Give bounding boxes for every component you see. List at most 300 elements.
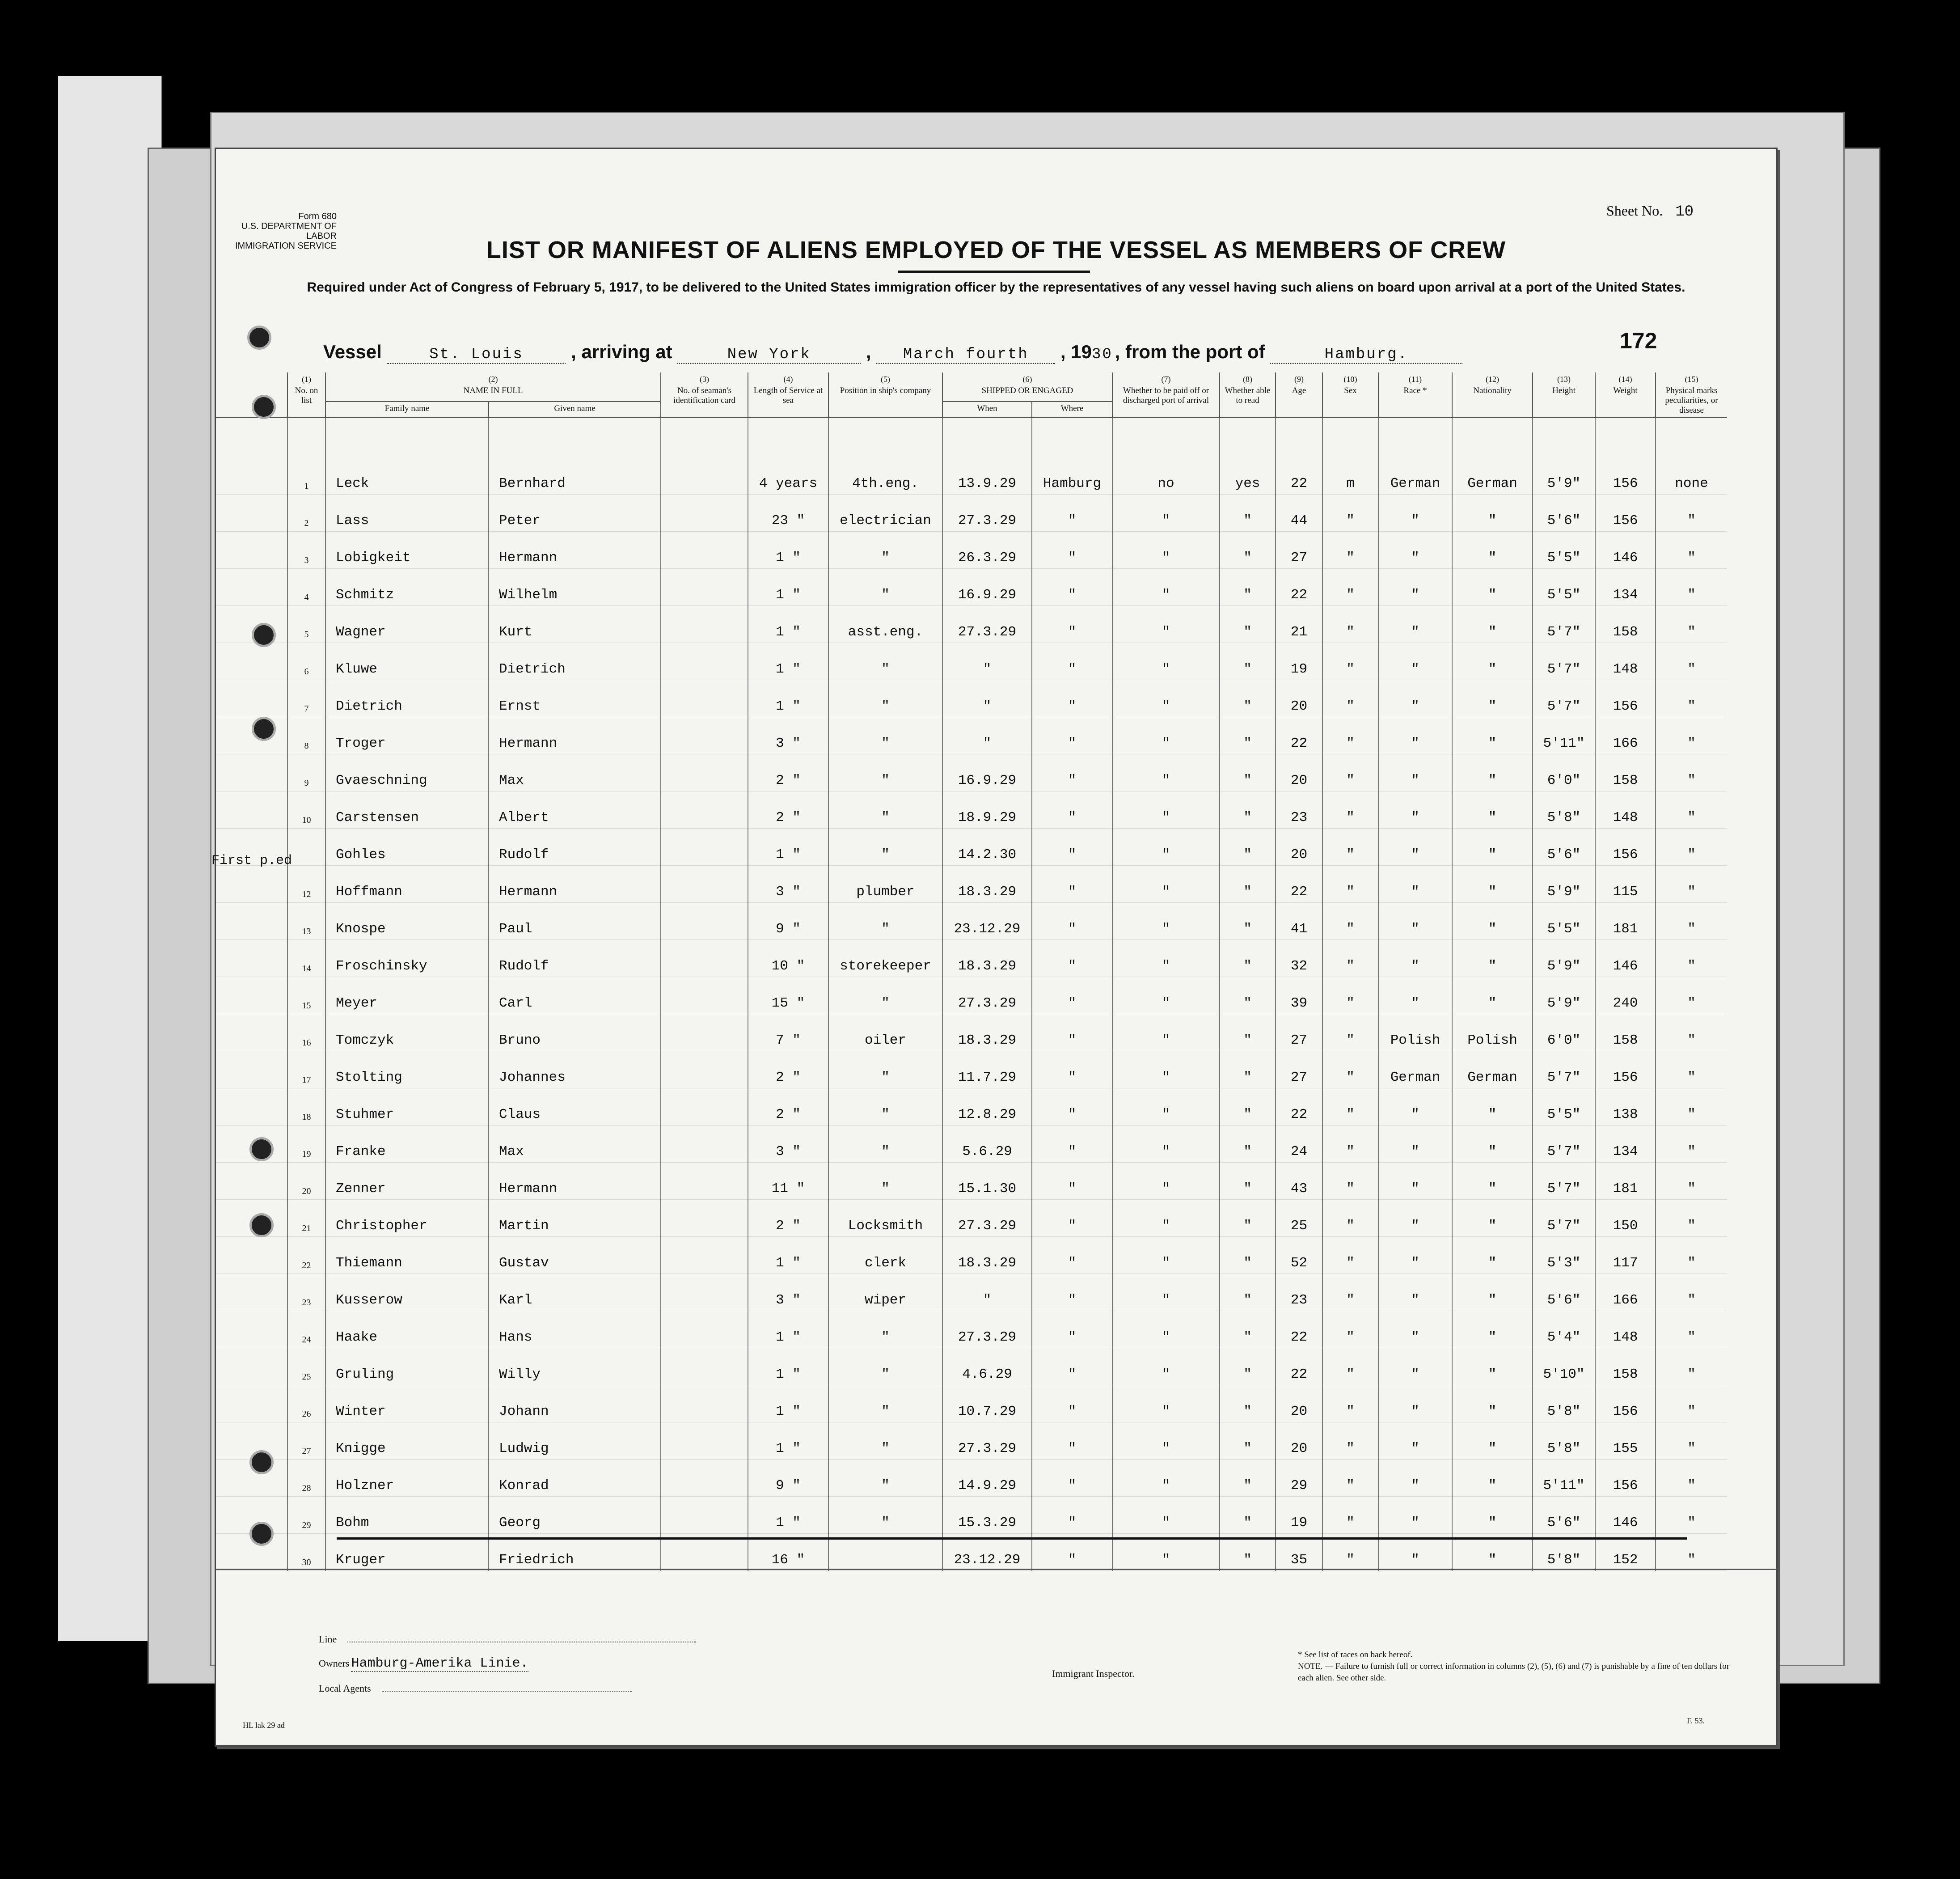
cell-position: " <box>828 1088 942 1126</box>
cell-physical-marks: " <box>1656 1385 1727 1422</box>
cell-age: 44 <box>1276 495 1322 532</box>
cell-id-card <box>661 903 748 940</box>
cell-shipped-when: 12.8.29 <box>942 1088 1032 1126</box>
cell-age: 23 <box>1276 791 1322 829</box>
cell-shipped-when: 11.7.29 <box>942 1051 1032 1088</box>
cell-physical-marks: " <box>1656 1126 1727 1163</box>
cell-age: 22 <box>1276 418 1322 495</box>
line-field <box>319 1634 696 1645</box>
cell-id-card <box>661 1348 748 1385</box>
cell-paid-off: " <box>1112 532 1220 569</box>
cell-shipped-when: " <box>942 1274 1032 1311</box>
cell-race: " <box>1378 569 1452 606</box>
cell-height: 5'7" <box>1533 1163 1595 1200</box>
cell-shipped-where: " <box>1032 1163 1112 1200</box>
punch-hole <box>252 395 276 419</box>
cell-shipped-where: " <box>1032 1126 1112 1163</box>
cell-row-number: 19 <box>287 1126 325 1163</box>
cell-shipped-where: " <box>1032 1088 1112 1126</box>
cell-race: " <box>1378 1274 1452 1311</box>
cell-physical-marks: " <box>1656 606 1727 643</box>
cell-shipped-where: " <box>1032 1051 1112 1088</box>
cell-shipped-where: " <box>1032 1311 1112 1348</box>
cell-position: " <box>828 643 942 680</box>
cell-nationality: " <box>1452 829 1533 866</box>
cell-id-card <box>661 1163 748 1200</box>
table-row <box>216 829 1727 866</box>
cell-height: 6'0" <box>1533 1014 1595 1051</box>
margin-cell <box>216 977 287 1014</box>
margin-column <box>216 372 287 418</box>
cell-height: 5'6" <box>1533 829 1595 866</box>
cell-able-to-read: " <box>1220 1163 1276 1200</box>
cell-position: " <box>828 1126 942 1163</box>
margin-cell <box>216 903 287 940</box>
cell-given-name: Hermann <box>489 866 661 903</box>
cell-weight: 156 <box>1595 495 1656 532</box>
table-row <box>216 1014 1727 1051</box>
cell-weight: 146 <box>1595 532 1656 569</box>
cell-family-name: Hoffmann <box>325 866 489 903</box>
table-row <box>216 1274 1727 1311</box>
cell-age: 41 <box>1276 903 1322 940</box>
cell-height: 5'7" <box>1533 1200 1595 1237</box>
cell-physical-marks: " <box>1656 1088 1727 1126</box>
cell-paid-off: " <box>1112 866 1220 903</box>
cell-id-card <box>661 495 748 532</box>
cell-nationality: " <box>1452 717 1533 754</box>
cell-given-name: Bernhard <box>489 418 661 495</box>
cell-shipped-where: " <box>1032 791 1112 829</box>
cell-shipped-when: " <box>942 717 1032 754</box>
cell-given-name: Claus <box>489 1088 661 1126</box>
table-row <box>216 1051 1727 1088</box>
cell-nationality: " <box>1452 866 1533 903</box>
cell-family-name: Tomczyk <box>325 1014 489 1051</box>
cell-race: " <box>1378 1088 1452 1126</box>
cell-paid-off: " <box>1112 903 1220 940</box>
cell-height: 5'11" <box>1533 1460 1595 1497</box>
cell-row-number: 1 <box>287 418 325 495</box>
cell-weight: 146 <box>1595 1497 1656 1534</box>
cell-shipped-when: " <box>942 643 1032 680</box>
cell-row-number: 17 <box>287 1051 325 1088</box>
cell-family-name: Holzner <box>325 1460 489 1497</box>
cell-given-name: Albert <box>489 791 661 829</box>
agents-field <box>319 1683 632 1694</box>
cell-nationality: German <box>1452 418 1533 495</box>
cell-shipped-where: " <box>1032 1460 1112 1497</box>
cell-row-number: 13 <box>287 903 325 940</box>
year-label: , 19 <box>1060 341 1092 362</box>
cell-able-to-read: " <box>1220 940 1276 977</box>
cell-sex: " <box>1322 1200 1378 1237</box>
table-row <box>216 418 1727 495</box>
cell-length-of-service: 11 " <box>748 1163 828 1200</box>
cell-shipped-where: " <box>1032 1385 1112 1422</box>
cell-height: 5'6" <box>1533 1274 1595 1311</box>
cell-given-name: Wilhelm <box>489 569 661 606</box>
cell-able-to-read: " <box>1220 532 1276 569</box>
cell-given-name: Georg <box>489 1497 661 1534</box>
cell-race: " <box>1378 866 1452 903</box>
cell-sex: " <box>1322 569 1378 606</box>
cell-id-card <box>661 1311 748 1348</box>
cell-row-number: 7 <box>287 680 325 717</box>
cell-weight: 134 <box>1595 1126 1656 1163</box>
sheet-number-label: Sheet No. <box>1606 203 1663 219</box>
cell-length-of-service: 15 " <box>748 977 828 1014</box>
cell-race: " <box>1378 643 1452 680</box>
cell-position: " <box>828 903 942 940</box>
cell-family-name: Gohles <box>325 829 489 866</box>
margin-cell <box>216 569 287 606</box>
cell-able-to-read: " <box>1220 1051 1276 1088</box>
cell-weight: 240 <box>1595 977 1656 1014</box>
cell-shipped-where: " <box>1032 606 1112 643</box>
printer-mark: HL lak 29 ad <box>243 1721 285 1730</box>
cell-row-number: 28 <box>287 1460 325 1497</box>
table-row <box>216 606 1727 643</box>
cell-weight: 152 <box>1595 1534 1656 1571</box>
cell-paid-off: " <box>1112 495 1220 532</box>
table-row <box>216 717 1727 754</box>
cell-shipped-where: " <box>1032 903 1112 940</box>
cell-race: " <box>1378 1163 1452 1200</box>
cell-race: " <box>1378 680 1452 717</box>
cell-nationality: " <box>1452 1163 1533 1200</box>
cell-age: 22 <box>1276 1088 1322 1126</box>
cell-paid-off: " <box>1112 1348 1220 1385</box>
cell-nationality: " <box>1452 1348 1533 1385</box>
inspector-label: Immigrant Inspector. <box>1052 1668 1135 1679</box>
table-row <box>216 532 1727 569</box>
cell-position: electrician <box>828 495 942 532</box>
cell-paid-off: " <box>1112 1274 1220 1311</box>
header-when: When <box>942 402 1032 418</box>
cell-sex: " <box>1322 1274 1378 1311</box>
sheet-number <box>1606 203 1694 220</box>
cell-physical-marks: " <box>1656 1311 1727 1348</box>
cell-position: " <box>828 1422 942 1460</box>
cell-race: " <box>1378 495 1452 532</box>
cell-id-card <box>661 1422 748 1460</box>
header-sex: (10) Sex <box>1322 372 1378 418</box>
cell-given-name: Hermann <box>489 1163 661 1200</box>
cell-given-name: Peter <box>489 495 661 532</box>
cell-age: 22 <box>1276 1348 1322 1385</box>
cell-sex: " <box>1322 1237 1378 1274</box>
cell-physical-marks: " <box>1656 977 1727 1014</box>
cell-row-number: 27 <box>287 1422 325 1460</box>
cell-sex: " <box>1322 1422 1378 1460</box>
margin-cell <box>216 1274 287 1311</box>
cell-shipped-where: " <box>1032 532 1112 569</box>
cell-able-to-read: " <box>1220 791 1276 829</box>
cell-sex: " <box>1322 940 1378 977</box>
cell-given-name: Hans <box>489 1311 661 1348</box>
crew-manifest-table <box>216 372 1727 1571</box>
cell-nationality: Polish <box>1452 1014 1533 1051</box>
cell-weight: 181 <box>1595 903 1656 940</box>
cell-able-to-read: " <box>1220 717 1276 754</box>
cell-shipped-where: " <box>1032 569 1112 606</box>
cell-physical-marks: " <box>1656 1422 1727 1460</box>
margin-cell <box>216 1385 287 1422</box>
cell-id-card <box>661 940 748 977</box>
cell-position: " <box>828 791 942 829</box>
cell-physical-marks: " <box>1656 791 1727 829</box>
cell-id-card <box>661 1497 748 1534</box>
cell-length-of-service: 1 " <box>748 680 828 717</box>
margin-cell <box>216 643 287 680</box>
cell-sex: " <box>1322 1385 1378 1422</box>
punch-hole <box>249 1213 274 1237</box>
cell-length-of-service: 1 " <box>748 1497 828 1534</box>
table-row <box>216 643 1727 680</box>
agents-label: Local Agents <box>319 1683 371 1694</box>
margin-cell <box>216 717 287 754</box>
cell-weight: 138 <box>1595 1088 1656 1126</box>
cell-weight: 181 <box>1595 1163 1656 1200</box>
department: U.S. DEPARTMENT OF LABOR <box>241 221 337 241</box>
cell-race: " <box>1378 1497 1452 1534</box>
table-row <box>216 495 1727 532</box>
cell-race: " <box>1378 1348 1452 1385</box>
cell-weight: 158 <box>1595 1014 1656 1051</box>
header-marks: (15) Physical marks peculiarities, or disease <box>1656 372 1727 418</box>
cell-sex: " <box>1322 1497 1378 1534</box>
cell-paid-off: " <box>1112 1126 1220 1163</box>
cell-age: 27 <box>1276 1051 1322 1088</box>
cell-family-name: Lobigkeit <box>325 532 489 569</box>
cell-id-card <box>661 1051 748 1088</box>
cell-sex: " <box>1322 1534 1378 1571</box>
margin-cell <box>216 940 287 977</box>
cell-family-name: Kluwe <box>325 643 489 680</box>
cell-row-number: 23 <box>287 1274 325 1311</box>
cell-family-name: Froschinsky <box>325 940 489 977</box>
cell-row-number: 9 <box>287 754 325 791</box>
cell-nationality: " <box>1452 1422 1533 1460</box>
cell-able-to-read: " <box>1220 1200 1276 1237</box>
cell-able-to-read: " <box>1220 1274 1276 1311</box>
table-row <box>216 1422 1727 1460</box>
cell-id-card <box>661 532 748 569</box>
margin-cell <box>216 495 287 532</box>
cell-position: plumber <box>828 866 942 903</box>
cell-height: 5'3" <box>1533 1237 1595 1274</box>
cell-nationality: " <box>1452 1237 1533 1274</box>
cell-age: 19 <box>1276 643 1322 680</box>
cell-weight: 166 <box>1595 717 1656 754</box>
cell-paid-off: " <box>1112 940 1220 977</box>
cell-id-card <box>661 866 748 903</box>
cell-age: 32 <box>1276 940 1322 977</box>
cell-given-name: Johannes <box>489 1051 661 1088</box>
cell-shipped-when: 13.9.29 <box>942 418 1032 495</box>
cell-race: German <box>1378 1051 1452 1088</box>
cell-row-number: 20 <box>287 1163 325 1200</box>
from-label: , from the port of <box>1115 341 1265 362</box>
cell-family-name: Gvaeschning <box>325 754 489 791</box>
cell-paid-off: " <box>1112 1200 1220 1237</box>
cell-height: 5'5" <box>1533 903 1595 940</box>
cell-paid-off: " <box>1112 829 1220 866</box>
cell-sex: m <box>1322 418 1378 495</box>
cell-length-of-service: 1 " <box>748 569 828 606</box>
table-row <box>216 1348 1727 1385</box>
margin-cell <box>216 754 287 791</box>
cell-shipped-when: 27.3.29 <box>942 1200 1032 1237</box>
cell-id-card <box>661 1126 748 1163</box>
cell-given-name: Hermann <box>489 717 661 754</box>
cell-given-name: Carl <box>489 977 661 1014</box>
cell-sex: " <box>1322 1051 1378 1088</box>
cell-able-to-read: " <box>1220 606 1276 643</box>
cell-family-name: Lass <box>325 495 489 532</box>
cell-nationality: " <box>1452 1460 1533 1497</box>
cell-race: " <box>1378 791 1452 829</box>
cell-race: Polish <box>1378 1014 1452 1051</box>
cell-shipped-when: 27.3.29 <box>942 977 1032 1014</box>
table-row <box>216 754 1727 791</box>
cell-length-of-service: 2 " <box>748 1200 828 1237</box>
cell-shipped-where: " <box>1032 680 1112 717</box>
cell-position: " <box>828 1348 942 1385</box>
footer-note <box>1298 1649 1736 1684</box>
cell-height: 5'9" <box>1533 866 1595 903</box>
header-no: (1) No. on list <box>287 372 325 418</box>
cell-family-name: Knospe <box>325 903 489 940</box>
vessel-name: St. Louis <box>387 346 566 364</box>
cell-sex: " <box>1322 829 1378 866</box>
cell-paid-off: " <box>1112 1534 1220 1571</box>
cell-age: 20 <box>1276 829 1322 866</box>
cell-position: asst.eng. <box>828 606 942 643</box>
cell-length-of-service: 1 " <box>748 1348 828 1385</box>
cell-able-to-read: " <box>1220 829 1276 866</box>
cell-nationality: " <box>1452 1311 1533 1348</box>
cell-height: 5'8" <box>1533 1385 1595 1422</box>
table-row <box>216 1385 1727 1422</box>
cell-nationality: " <box>1452 643 1533 680</box>
cell-id-card <box>661 1237 748 1274</box>
margin-cell <box>216 418 287 495</box>
table-row <box>216 940 1727 977</box>
cell-shipped-when: " <box>942 680 1032 717</box>
cell-row-number: 18 <box>287 1088 325 1126</box>
cell-position: " <box>828 569 942 606</box>
table-row <box>216 791 1727 829</box>
cell-length-of-service: 2 " <box>748 791 828 829</box>
cell-weight: 148 <box>1595 643 1656 680</box>
cell-shipped-where: " <box>1032 1274 1112 1311</box>
cell-age: 20 <box>1276 1422 1322 1460</box>
cell-shipped-when: 5.6.29 <box>942 1126 1032 1163</box>
cell-able-to-read: " <box>1220 1088 1276 1126</box>
cell-id-card <box>661 717 748 754</box>
cell-given-name: Gustav <box>489 1237 661 1274</box>
cell-position: " <box>828 1497 942 1534</box>
cell-physical-marks: " <box>1656 1237 1727 1274</box>
cell-family-name: Franke <box>325 1126 489 1163</box>
cell-height: 5'7" <box>1533 1126 1595 1163</box>
cell-family-name: Zenner <box>325 1163 489 1200</box>
cell-given-name: Kurt <box>489 606 661 643</box>
cell-age: 29 <box>1276 1460 1322 1497</box>
cell-shipped-where: " <box>1032 1497 1112 1534</box>
cell-weight: 146 <box>1595 940 1656 977</box>
page-number: 172 <box>1620 328 1657 353</box>
cell-given-name: Friedrich <box>489 1534 661 1571</box>
cell-given-name: Ludwig <box>489 1422 661 1460</box>
cell-shipped-where: " <box>1032 1014 1112 1051</box>
cell-length-of-service: 1 " <box>748 1422 828 1460</box>
cell-nationality: " <box>1452 606 1533 643</box>
cell-sex: " <box>1322 1126 1378 1163</box>
cell-weight: 156 <box>1595 418 1656 495</box>
cell-shipped-where: " <box>1032 1534 1112 1571</box>
underlying-page-left <box>58 76 162 1641</box>
cell-paid-off: " <box>1112 606 1220 643</box>
cell-given-name: Willy <box>489 1348 661 1385</box>
cell-sex: " <box>1322 903 1378 940</box>
cell-sex: " <box>1322 1460 1378 1497</box>
punch-hole <box>249 1522 274 1546</box>
cell-able-to-read: " <box>1220 1237 1276 1274</box>
cell-shipped-where: " <box>1032 977 1112 1014</box>
cell-physical-marks: " <box>1656 1460 1727 1497</box>
cell-id-card <box>661 1274 748 1311</box>
cell-id-card <box>661 1200 748 1237</box>
cell-shipped-where: " <box>1032 717 1112 754</box>
cell-age: 22 <box>1276 1311 1322 1348</box>
margin-cell <box>216 1014 287 1051</box>
owners-label: Owners <box>319 1658 350 1669</box>
cell-able-to-read: " <box>1220 1422 1276 1460</box>
cell-physical-marks: " <box>1656 1200 1727 1237</box>
cell-row-number: 4 <box>287 569 325 606</box>
crew-rows <box>216 418 1727 1571</box>
cell-age: 27 <box>1276 532 1322 569</box>
cell-row-number: 26 <box>287 1385 325 1422</box>
cell-length-of-service: 7 " <box>748 1014 828 1051</box>
table-row <box>216 1237 1727 1274</box>
cell-shipped-when: 27.3.29 <box>942 606 1032 643</box>
cell-able-to-read: " <box>1220 977 1276 1014</box>
table-row <box>216 680 1727 717</box>
punch-hole <box>252 717 276 741</box>
cell-length-of-service: 3 " <box>748 1126 828 1163</box>
cell-race: " <box>1378 1534 1452 1571</box>
cell-sex: " <box>1322 495 1378 532</box>
cell-shipped-when: 26.3.29 <box>942 532 1032 569</box>
cell-sex: " <box>1322 1163 1378 1200</box>
cell-length-of-service: 2 " <box>748 754 828 791</box>
cell-family-name: Wagner <box>325 606 489 643</box>
cell-family-name: Carstensen <box>325 791 489 829</box>
cell-sex: " <box>1322 680 1378 717</box>
cell-shipped-when: 16.9.29 <box>942 569 1032 606</box>
cell-height: 5'8" <box>1533 1422 1595 1460</box>
table-row <box>216 1460 1727 1497</box>
header-paid-off: (7) Whether to be paid off or discharged port of arrival <box>1112 372 1220 418</box>
subtitle: Required under Act of Congress of February 5, 1917, to be delivered to the United States immigration officer by the representatives of any vessel having such aliens on board upon arrival at a port of the United States. <box>307 280 1685 295</box>
cell-nationality: " <box>1452 903 1533 940</box>
cell-sex: " <box>1322 606 1378 643</box>
margin-cell <box>216 1348 287 1385</box>
